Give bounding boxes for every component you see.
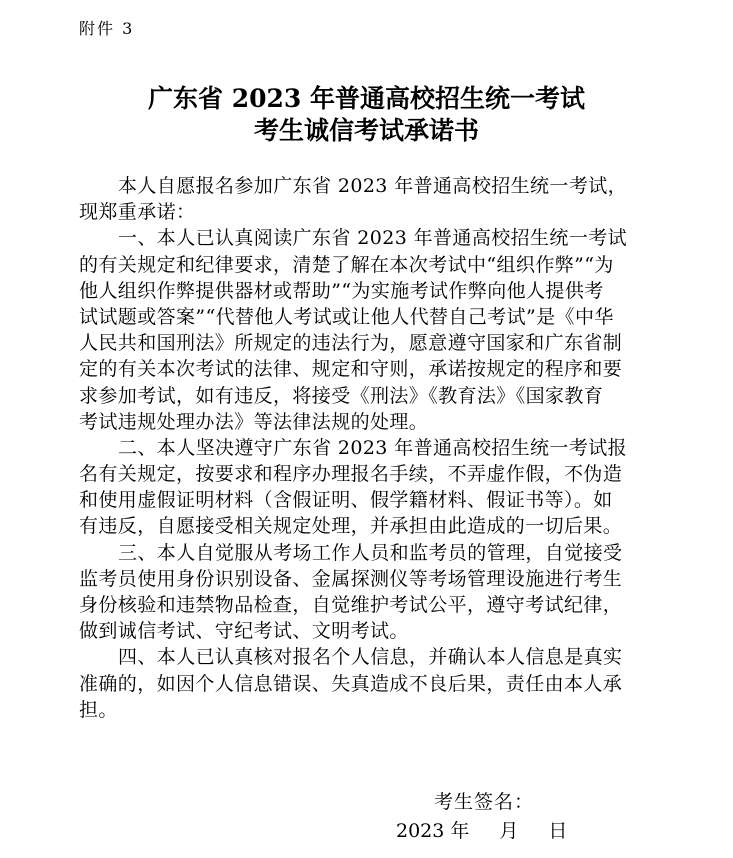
body-line: 试试题或答案”“代替他人考试或让他人代替自己考试”是《中华: [79, 305, 614, 328]
document-title-line-2: 考生诚信考试承诺书: [253, 116, 479, 145]
body-line: 求参加考试，如有违反，将接受《刑法》《教育法》《国家教育: [79, 384, 604, 407]
date-year: 2023 年: [396, 820, 470, 842]
body-line: 考试违规处理办法》等法律法规的处理。: [79, 410, 429, 433]
body-line: 监考员使用身份识别设备、金属探测仪等考场管理设施进行考生: [79, 567, 623, 590]
date-month: 月: [499, 820, 519, 842]
body-line: 定的有关本次考试的法律、规定和守则，承诺按规定的程序和要: [79, 358, 623, 381]
body-line: 的有关规定和纪律要求，清楚了解在本次考试中“组织作弊”“为: [79, 253, 614, 276]
signature-label: 考生签名：: [434, 791, 535, 813]
body-line: 三、本人自觉服从考场工作人员和监考员的管理，自觉接受: [118, 541, 623, 564]
pledge-body: [79, 173, 667, 723]
body-line: 和使用虚假证明材料（含假证明、假学籍材料、假证书等）。如: [79, 489, 613, 512]
date-line: [396, 818, 567, 844]
body-line: 准确的，如因个人信息错误、失真造成不良后果，责任由本人承: [79, 672, 623, 695]
body-line: 一、本人已认真阅读广东省 2023 年普通高校招生统一考试: [118, 227, 628, 250]
body-line: 现郑重承诺：: [79, 201, 196, 224]
date-day: 日: [548, 820, 568, 842]
body-line: 做到诚信考试、守纪考试、文明考试。: [79, 620, 409, 643]
body-line: 他人组织作弊提供器材或帮助”“为实施考试作弊向他人提供考: [79, 279, 604, 302]
body-line: 二、本人坚决遵守广东省 2023 年普通高校招生统一考试报: [118, 436, 628, 459]
body-line: 本人自愿报名参加广东省 2023 年普通高校招生统一考试，: [118, 175, 628, 197]
body-line: 四、本人已认真核对报名个人信息，并确认本人信息是真实: [118, 646, 623, 669]
body-line: 担。: [79, 698, 118, 721]
body-line: 人民共和国刑法》所规定的违法行为，愿意遵守国家和广东省制: [79, 332, 623, 355]
attachment-label: 附件 3: [79, 19, 135, 38]
body-line: 名有关规定，按要求和程序办理报名手续，不弄虚作假，不伪造: [79, 463, 623, 486]
body-line: 有违反，自愿接受相关规定处理，并承担由此造成的一切后果。: [79, 515, 623, 538]
body-line: 身份核验和违禁物品检查，自觉维护考试公平，遵守考试纪律，: [79, 594, 623, 616]
document-title-line-1: 广东省 2023 年普通高校招生统一考试: [148, 84, 585, 113]
